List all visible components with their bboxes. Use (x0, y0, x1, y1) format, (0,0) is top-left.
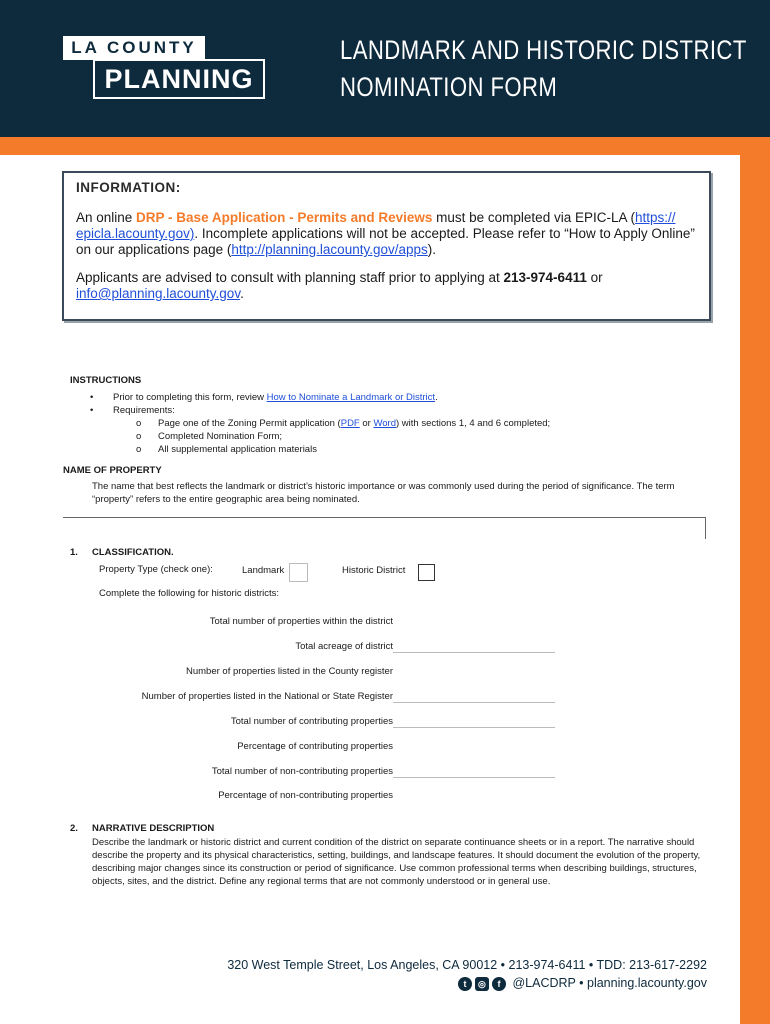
text: Applicants are advised to consult with planning staff prior to applying at (76, 270, 504, 285)
text: must be completed via EPIC-LA ( (432, 210, 635, 225)
field-label: Total number of non-contributing properties (211, 766, 393, 777)
section-number-1: 1. (70, 547, 78, 558)
footer-social (458, 976, 707, 991)
field-label: Total acreage of district (295, 641, 393, 652)
text: ). (427, 242, 436, 257)
field-label: Percentage of non-contributing properties (218, 790, 393, 801)
field-label: Total number of contributing properties (230, 716, 393, 727)
acreage-input-line[interactable] (393, 652, 555, 653)
bullet: • (90, 392, 94, 403)
sub-bullet: o (136, 418, 142, 429)
text: ) with sections 1, 4 and 6 completed; (396, 418, 551, 429)
instruction-item-2: Requirements: (113, 405, 175, 416)
epicla-link[interactable]: https:// epicla.lacounty.gov) (76, 210, 676, 241)
text: Page one of the Zoning Permit application ( (158, 418, 341, 429)
page-title (340, 32, 747, 106)
name-of-property-heading: NAME OF PROPERTY (63, 465, 162, 476)
field-label: Number of properties listed in the National or State Register (141, 691, 393, 702)
historic-district-label: Historic District (342, 565, 406, 576)
classification-heading: CLASSIFICATION. (92, 547, 174, 558)
field-label: Number of properties listed in the County register (186, 666, 393, 677)
property-type-label: Property Type (check one): (99, 564, 213, 575)
name-of-property-field[interactable] (63, 517, 706, 518)
text: . (435, 392, 438, 403)
orange-band-top (0, 137, 770, 155)
logo-planning: PLANNING (93, 59, 265, 99)
email-link[interactable]: info@planning.lacounty.gov (76, 286, 241, 301)
information-heading: INFORMATION: (76, 180, 181, 195)
logo-la-county: LA COUNTY (63, 36, 205, 60)
pdf-link[interactable]: PDF (340, 418, 360, 429)
website: planning.lacounty.gov (587, 976, 707, 990)
apps-page-link[interactable]: http://planning.lacounty.gov/apps (231, 242, 428, 257)
instructions-heading: INSTRUCTIONS (70, 375, 142, 386)
narrative-heading: NARRATIVE DESCRIPTION (92, 823, 215, 834)
phone-number: 213-974-6411 (503, 270, 587, 285)
title-line-2: NOMINATION FORM (340, 72, 558, 102)
bullet: • (90, 405, 94, 416)
requirement-3: All supplemental application materials (158, 444, 317, 455)
requirement-2: Completed Nomination Form; (158, 431, 283, 442)
text: . Incomplete applications will not be accepted. Please refer to “How to Apply Online” on our applications page ( (76, 226, 695, 257)
social-handle: @LACDRP (512, 976, 576, 990)
twitter-icon[interactable]: t (458, 977, 472, 991)
national-register-input-line[interactable] (393, 702, 555, 703)
information-paragraph-1 (76, 210, 698, 258)
non-contributing-input-line[interactable] (393, 777, 555, 778)
facebook-icon[interactable]: f (492, 977, 506, 991)
landmark-label: Landmark (242, 565, 285, 576)
text: or (359, 418, 374, 429)
text: . (240, 286, 244, 301)
information-box (62, 171, 711, 321)
sub-bullet: o (136, 444, 142, 455)
page-header (0, 0, 770, 137)
instagram-icon[interactable]: ◎ (475, 977, 489, 991)
footer-address: 320 West Temple Street, Los Angeles, CA 90012 • 213-974-6411 • TDD: 213-617-2292 (227, 958, 707, 972)
title-line-1: LANDMARK AND HISTORIC DISTRICT (340, 35, 747, 65)
name-of-property-description: The name that best reflects the landmark or district’s historic importance or was commonly used during the period of significance. The term “property” refers to the entire geographic area being nominated. (92, 481, 675, 505)
text: Prior to completing this form, review (113, 392, 267, 403)
contributing-input-line[interactable] (393, 727, 555, 728)
sub-bullet: o (136, 431, 142, 442)
how-to-nominate-link[interactable]: How to Nominate a Landmark or District (266, 392, 436, 403)
section-number-2: 2. (70, 823, 78, 834)
landmark-checkbox[interactable] (289, 563, 308, 582)
drp-application-name: DRP - Base Application - Permits and Reviews (136, 210, 433, 225)
historic-district-checkbox[interactable] (418, 564, 435, 581)
field-label: Percentage of contributing properties (237, 741, 393, 752)
instruction-item-1 (113, 391, 438, 404)
field-border (705, 517, 706, 539)
information-paragraph-2 (76, 270, 698, 302)
field-label: Total number of properties within the district (209, 616, 393, 627)
text: or (586, 270, 603, 285)
separator: • (579, 976, 584, 990)
word-link[interactable]: Word (373, 418, 396, 429)
narrative-description: Describe the landmark or historic district and current condition of the district on separate continuance sheets or in a report. The narrative should describe the property and its physical characteristics, setting, buildings, and landscape features. It should document the evolution of the property, describing major changes since its construction or period of significance. Use common professional terms when describing buildings, structures, objects, sites, and the district. Define any regional terms that are not commonly understood or in general use. (92, 837, 701, 887)
requirement-1 (158, 417, 550, 430)
text: An online (76, 210, 137, 225)
complete-following-label: Complete the following for historic districts: (99, 588, 280, 599)
orange-band-right (740, 155, 770, 1024)
